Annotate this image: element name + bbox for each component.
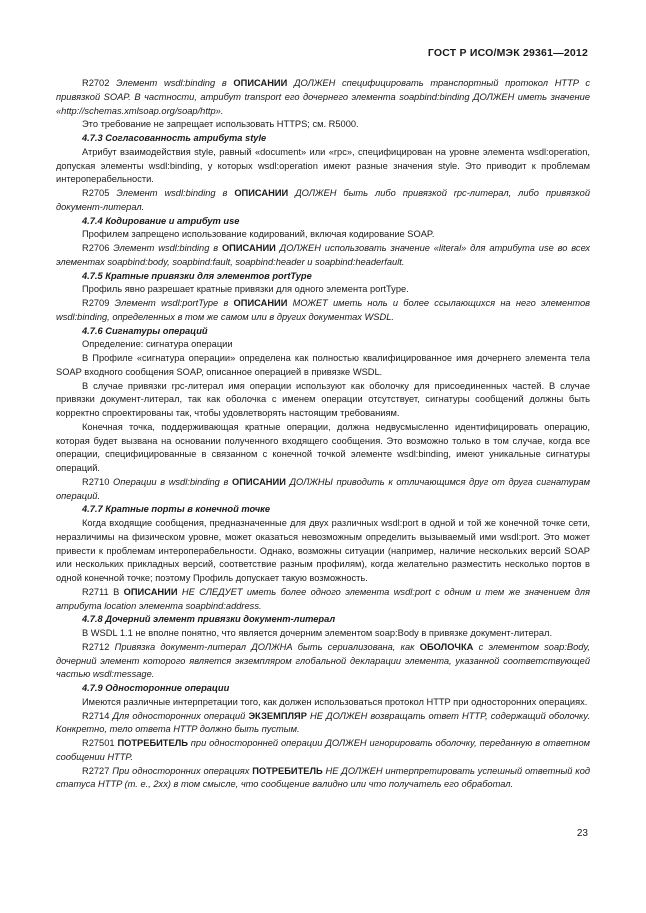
paragraph: Это требование не запрещает использовать HTTPS; см. R5000. [82,119,359,130]
paragraph: В случае привязки rpc-литерал имя операции используют как оболочку для присоединенных частей. В случае привязки документ-литерал, так как оболочка с именем операции отсутствует, сигнатуры сообщений должны быть корректно спроектированы так, чтобы удовлетворять настоящим требованиям. [56,380,590,418]
section-heading-4-7-5: 4.7.5 Кратные привязки для элементов portType [82,270,312,281]
section-heading-4-7-6: 4.7.6 Сигнатуры операций [82,325,208,336]
paragraph: Профилем запрещено использование кодирований, включая кодирование SOAP. [82,229,435,240]
requirement-r2710: R2710 Операции в wsdl:binding в ОПИСАНИИ ДОЛЖНЫ приводить к отличающимся друг от друга сигнатурам операций. [56,476,591,501]
page-number: 23 [576,828,588,839]
requirement-r2705: R2705 Элемент wsdl:binding в ОПИСАНИИ ДОЛЖЕН быть либо привязкой rpc-литерал, либо привязкой документ-литерал. [56,188,591,212]
paragraph: В WSDL 1.1 не вполне понятно, что является дочерним элементом soap:Body в привязке документ-литерал. [82,628,553,638]
paragraph: Имеются различные интерпретации того, как должен использоваться протокол HTTP при односторонних операциях. [82,696,588,707]
requirement-r2709: R2709 Элемент wsdl:portType в ОПИСАНИИ МОЖЕТ иметь ноль и более ссылающихся на него элементов wsdl:binding, определенных в том же самом или в других документах WSDL. [56,298,591,322]
section-heading-4-7-7: 4.7.7 Кратные порты в конечной точке [82,504,271,515]
paragraph: Конечная точка, поддерживающая кратные операции, должна недвусмысленно идентифицировать операцию, которая будет вызвана на основании полученного входящего сообщения. Это возможно только в том случае, когда все операции, специфицированные в связанном с конечной точкой элементе wsdl:binding, имеют уникальные сигнатуры операций. [56,421,590,473]
requirement-r2712: R2712 Привязка документ-литерал ДОЛЖНА быть сериализована, как ОБОЛОЧКА с элементом soap:Body, дочерний элемент которого является экземпляром глобальной декларации элемента, указанной соответствующей частью wsdl:message. [56,641,590,680]
requirement-r2714: R2714 Для односторонних операций ЭКЗЕМПЛЯР НЕ ДОЛЖЕН возвращать ответ HTTP, содержащий оболочку. Конкретно, тело ответа HTTP должно быть пустым. [56,710,591,735]
section-heading-4-7-9: 4.7.9 Односторонние операции [82,683,230,693]
paragraph: Профиль явно разрешает кратные привязки для одного элемента portType. [82,284,409,295]
paragraph: Когда входящие сообщения, предназначенные для двух различных wsdl:port в одной и той же конечной точке сети, неразличимы на физическом уровне, может оказаться невозможным определить вызываемый ими wsdl:port. Это может привести к проблемам интероперабельности. Однако, возможны ситуации (например, наличие нескольких версий SOAP или нескольких прикладных версий, соответствие разным профилям), когда желательно разместить несколько портов в одной конечной точке; поэтому Профиль допускает такую возможность. [56,518,590,583]
section-heading-4-7-8: 4.7.8 Дочерний элемент привязки документ-литерал [82,614,336,625]
section-heading-4-7-3: 4.7.3 Согласованность атрибута style [82,133,267,143]
requirement-r2706: R2706 Элемент wsdl:binding в ОПИСАНИИ ДОЛЖЕН использовать значение «literal» для атрибута use во всех элементах soapbind:body, soapbind:fault, soapbind:header и soapbind:headerfault. [56,243,590,267]
paragraph: В Профиле «сигнатура операции» определена как полностью квалифицированное имя дочернего элемента тела SOAP входного сообщения SOAP, описанное операцией в привязке WSDL. [56,353,590,377]
document-header: ГОСТ Р ИСО/МЭК 29361—2012 [427,47,588,59]
section-heading-4-7-4: 4.7.4 Кодирование и атрибут use [82,215,240,226]
paragraph: Определение: сигнатура операции [82,339,233,350]
requirement-r2702: R2702 Элемент wsdl:binding в ОПИСАНИИ ДОЛЖЕН специфицировать транспортный протокол HTTP с привязкой SOAP. В частности, атрибут transport его дочернего элемента soapbind:binding ДОЛЖЕН иметь значение «http://schemas.xmlsoap.org/soap/http». [56,78,590,116]
requirement-r27501: R27501 ПОТРЕБИТЕЛЬ при односторонней операции ДОЛЖЕН игнорировать оболочку, переданную в ответном сообщении HTTP. [56,738,590,762]
requirement-r2711: R2711 В ОПИСАНИИ НЕ СЛЕДУЕТ иметь более одного элемента wsdl:port с одним и тем же значением для атрибута location элемента soapbind:address. [56,586,590,611]
paragraph: Атрибут взаимодействия style, равный «document» или «rpc», специфицирован на уровне элемента wsdl:operation, допуская элементы wsdl:binding, у которых wsdl:operation имеют разные значения style. Это приводит к проблемам интероперабельности. [56,146,590,185]
document-body [56,77,590,792]
requirement-r2727: R2727 При односторонних операциях ПОТРЕБИТЕЛЬ НЕ ДОЛЖЕН интерпретировать успешный ответный код статуса HTTP (т. е., 2xx) в том смысле, что сообщение валидно или что получатель его обработал. [56,765,591,790]
